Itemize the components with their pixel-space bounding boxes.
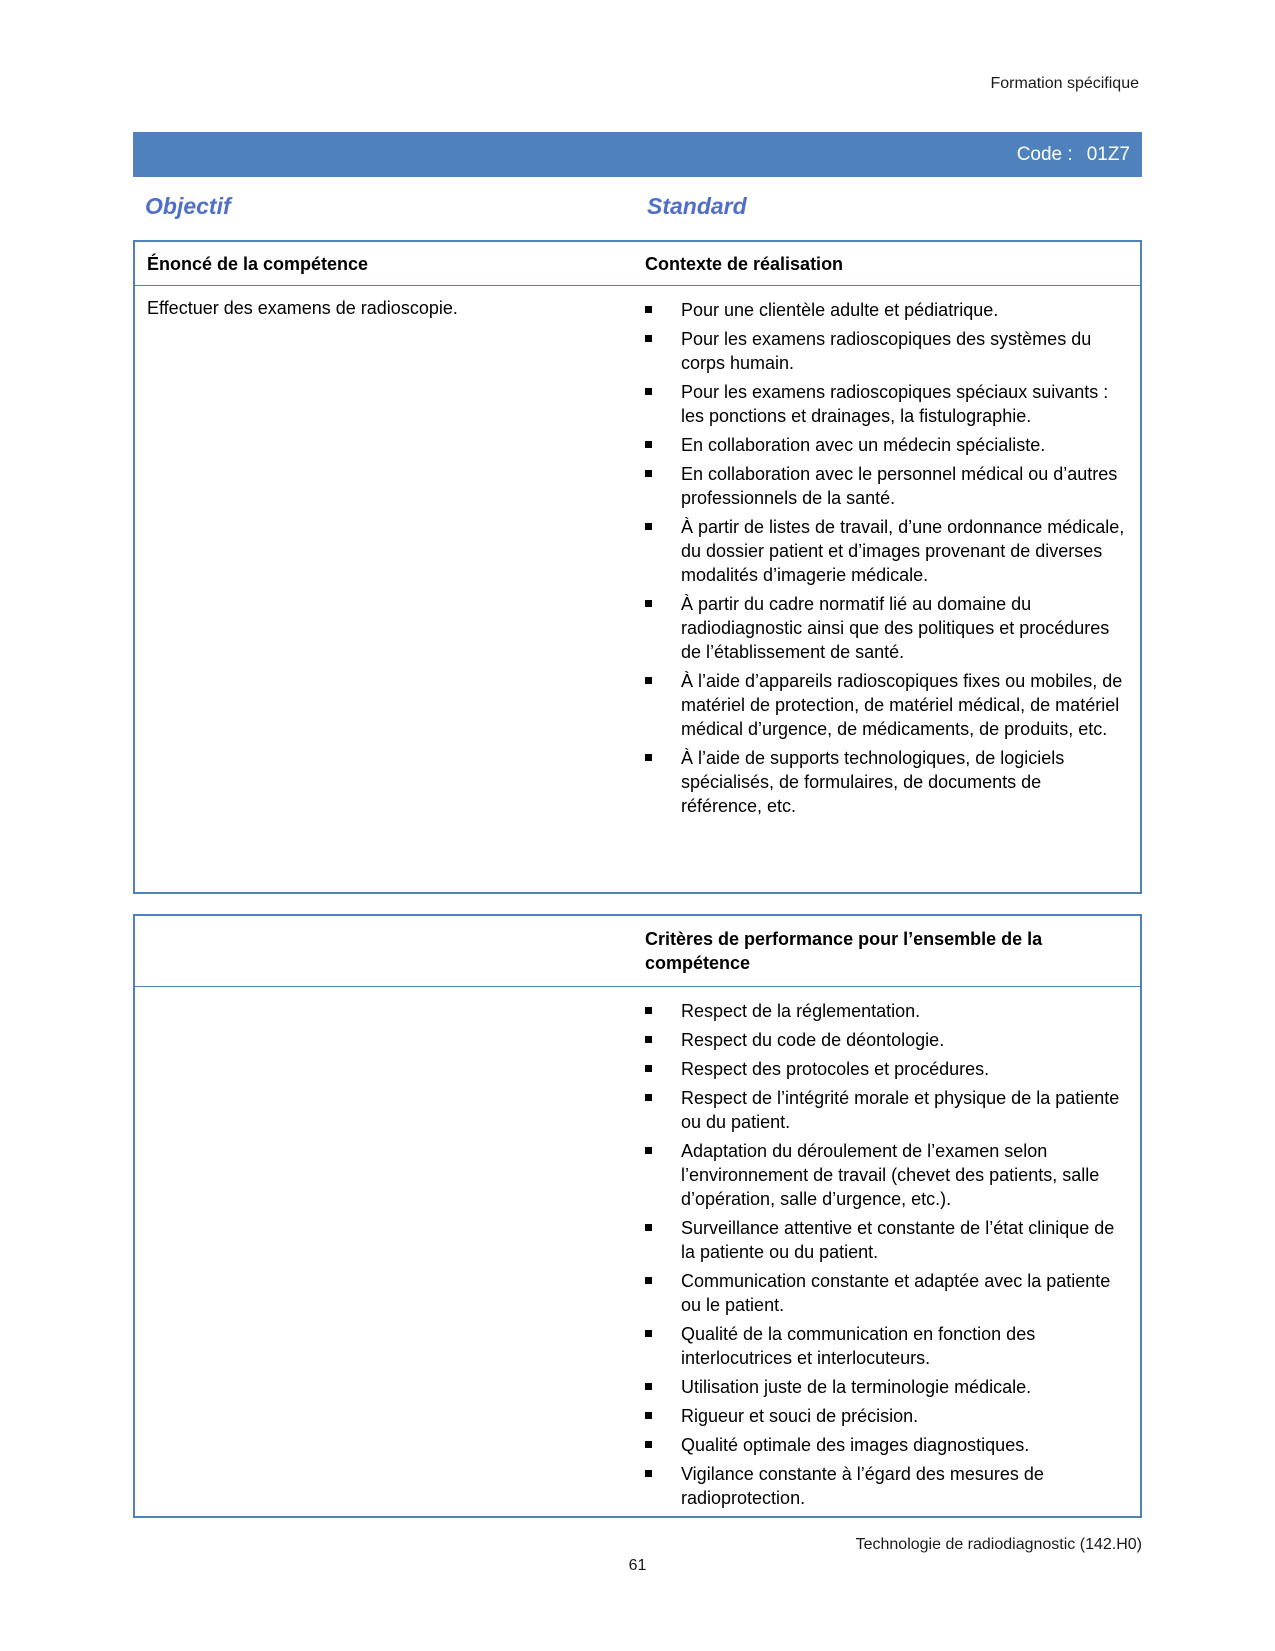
list-item: À partir du cadre normatif lié au domaine du radiodiagnostic ainsi que des politiques et procédures de l’établissement de santé.: [645, 592, 1125, 664]
list-item: Respect de la réglementation.: [645, 999, 1125, 1023]
list-item: Utilisation juste de la terminologie médicale.: [645, 1375, 1125, 1399]
bullet-icon: [645, 1147, 652, 1154]
criteria-header: Critères de performance pour l’ensemble de la compétence: [645, 929, 1043, 973]
bullet-icon: [645, 1007, 652, 1014]
list-item: Rigueur et souci de précision.: [645, 1404, 1125, 1428]
objectif-heading: Objectif: [145, 193, 231, 219]
bullet-icon: [645, 1470, 652, 1477]
bullet-icon: [645, 1224, 652, 1231]
list-item: Qualité optimale des images diagnostiques.: [645, 1433, 1125, 1457]
running-title: Formation spécifique: [990, 75, 1139, 92]
competence-table: [133, 240, 1142, 894]
code-band: [133, 132, 1142, 177]
bullet-icon: [645, 441, 652, 448]
bullet-icon: [645, 754, 652, 761]
bullet-icon: [645, 677, 652, 684]
list-item: À partir de listes de travail, d’une ordonnance médicale, du dossier patient et d’images provenant de diverses modalités d’imagerie médicale.: [645, 515, 1125, 587]
bullet-icon: [645, 1036, 652, 1043]
code-label: Code :: [1016, 143, 1073, 165]
list-item: En collaboration avec le personnel médical ou d’autres professionnels de la santé.: [645, 462, 1125, 510]
bullet-icon: [645, 1277, 652, 1284]
list-item: Surveillance attentive et constante de l’état clinique de la patiente ou du patient.: [645, 1216, 1125, 1264]
bullet-icon: [645, 1412, 652, 1419]
section-headings: [145, 193, 1135, 221]
context-header: Contexte de réalisation: [645, 254, 844, 274]
statement-header: Énoncé de la compétence: [147, 254, 369, 274]
criteria-table: [133, 914, 1142, 1518]
competence-table-header: [135, 242, 1140, 286]
bullet-icon: [645, 306, 652, 313]
list-item: Pour les examens radioscopiques spéciaux suivants : les ponctions et drainages, la fistulographie.: [645, 380, 1125, 428]
list-item: Pour une clientèle adulte et pédiatrique.: [645, 298, 1125, 322]
context-list: [645, 298, 1125, 823]
criteria-list: [645, 999, 1125, 1515]
list-item: Pour les examens radioscopiques des systèmes du corps humain.: [645, 327, 1125, 375]
list-item: Communication constante et adaptée avec la patiente ou le patient.: [645, 1269, 1125, 1317]
bullet-icon: [645, 600, 652, 607]
bullet-icon: [645, 1094, 652, 1101]
list-item: Qualité de la communication en fonction des interlocutrices et interlocuteurs.: [645, 1322, 1125, 1370]
criteria-table-header: [135, 916, 1140, 987]
code-value: 01Z7: [1086, 143, 1130, 165]
list-item: À l’aide de supports technologiques, de logiciels spécialisés, de formulaires, de documents de référence, etc.: [645, 746, 1125, 818]
bullet-icon: [645, 388, 652, 395]
list-item: À l’aide d’appareils radioscopiques fixes ou mobiles, de matériel de protection, de matériel médical, de matériel médical d’urgence, de médicaments, de produits, etc.: [645, 669, 1125, 741]
list-item: Respect des protocoles et procédures.: [645, 1057, 1125, 1081]
bullet-icon: [645, 523, 652, 530]
program-footer: Technologie de radiodiagnostic (142.H0): [855, 1536, 1142, 1553]
list-item: Respect de l’intégrité morale et physique de la patiente ou du patient.: [645, 1086, 1125, 1134]
list-item: Respect du code de déontologie.: [645, 1028, 1125, 1052]
list-item: Adaptation du déroulement de l’examen selon l’environnement de travail (chevet des patients, salle d’opération, salle d’urgence, etc.).: [645, 1139, 1125, 1211]
standard-heading: Standard: [647, 193, 747, 219]
page-number: 61: [628, 1557, 647, 1574]
bullet-icon: [645, 335, 652, 342]
bullet-icon: [645, 1330, 652, 1337]
bullet-icon: [645, 470, 652, 477]
competence-statement: Effectuer des examens de radioscopie.: [147, 298, 458, 318]
list-item: En collaboration avec un médecin spécialiste.: [645, 433, 1125, 457]
bullet-icon: [645, 1441, 652, 1448]
competence-table-body: [135, 286, 1140, 892]
bullet-icon: [645, 1065, 652, 1072]
criteria-table-body: [135, 987, 1140, 1516]
bullet-icon: [645, 1383, 652, 1390]
list-item: Vigilance constante à l’égard des mesures de radioprotection.: [645, 1462, 1125, 1510]
